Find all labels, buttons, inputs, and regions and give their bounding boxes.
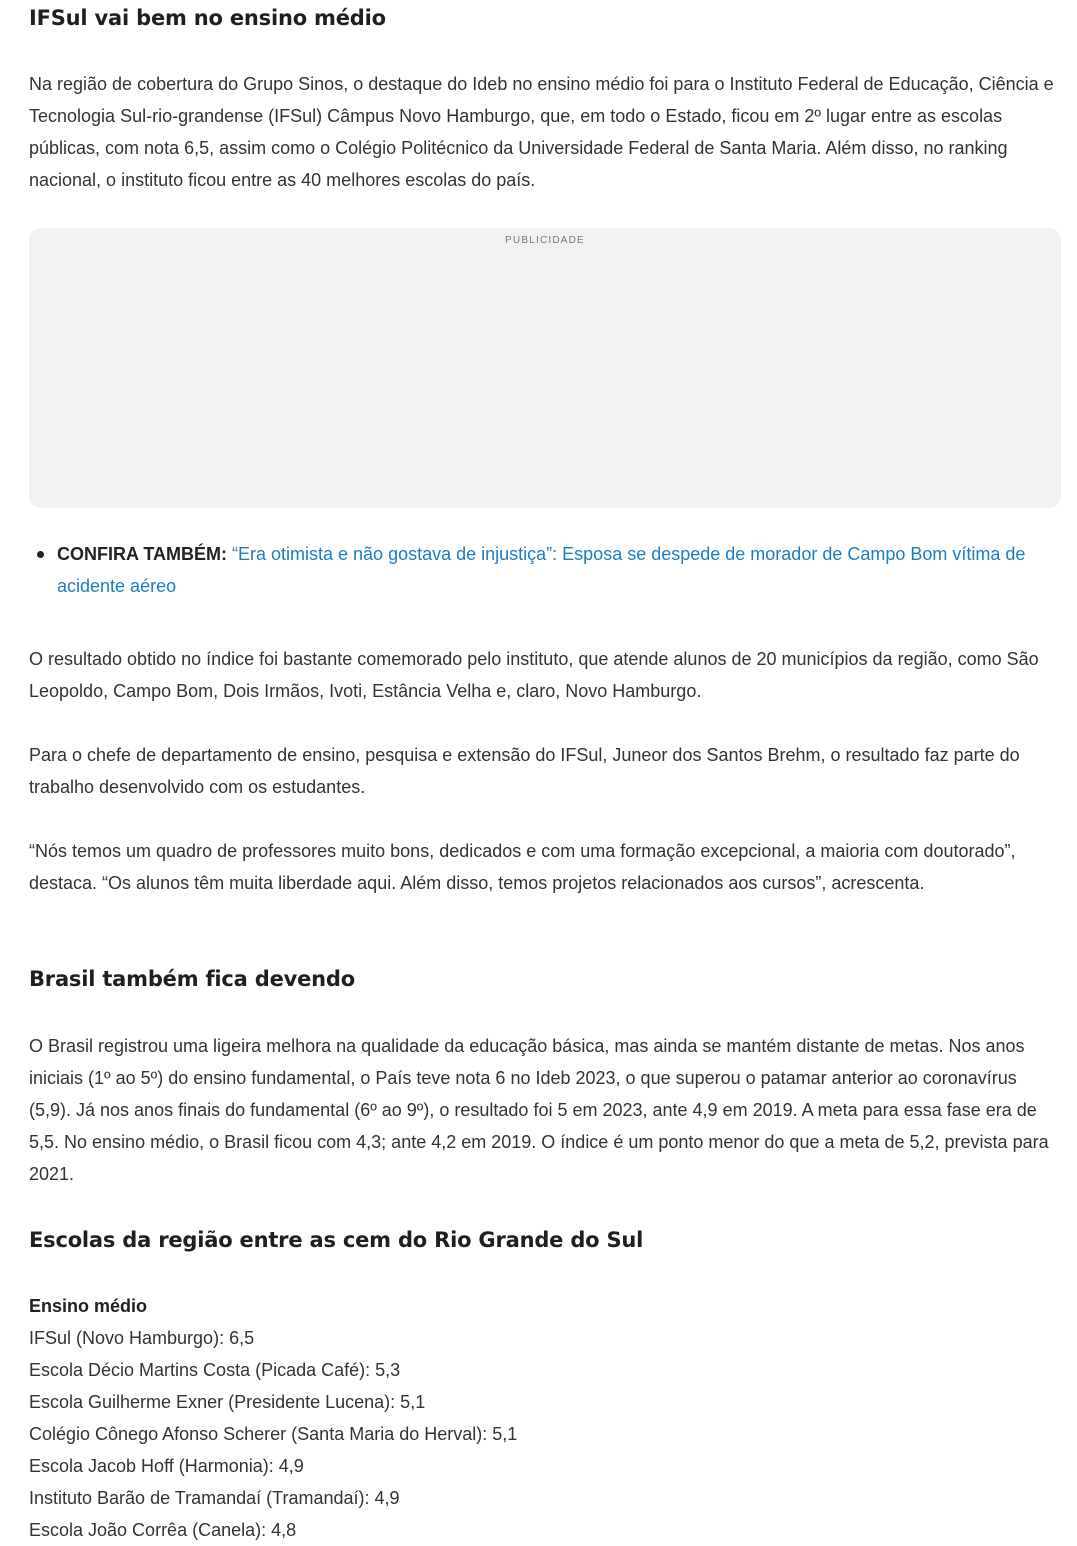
school-entry: IFSul (Novo Hamburgo): 6,5 xyxy=(29,1328,255,1348)
section-heading-schools: Escolas da região entre as cem do Rio Grande do Sul xyxy=(29,1228,644,1252)
paragraph-brasil: O Brasil registrou uma ligeira melhora na qualidade da educação básica, mas ainda se mantém distante de metas. Nos anos iniciais (1º ao 5º) do ensino fundamental, o País teve nota 6 no Ideb 2023, o que superou o patamar anterior ao coronavírus (5,9). Já nos anos finais do fundamental (6º ao 9º), o resultado foi 5 em 2023, ante 4,9 em 2019. A meta para essa fase era de 5,5. No ensino médio, o Brasil ficou com 4,3; ante 4,2 em 2019. O índice é um ponto menor do que a meta de 5,2, prevista para 2021. xyxy=(29,1036,1049,1184)
paragraph-department-chief: Para o chefe de departamento de ensino, pesquisa e extensão do IFSul, Juneor dos Santos Brehm, o resultado faz parte do trabalho desenvolvido com os estudantes. xyxy=(29,745,1020,797)
advertisement-label: PUBLICIDADE xyxy=(505,235,585,246)
advertisement-slot[interactable] xyxy=(29,228,1061,508)
school-entry: Escola Décio Martins Costa (Picada Café): 5,3 xyxy=(29,1360,401,1380)
section-heading-brasil: Brasil também fica devendo xyxy=(29,967,355,991)
see-also-link[interactable]: “Era otimista e não gostava de injustiça”: Esposa se despede de morador de Campo Bom vítima de acidente aéreo xyxy=(57,544,1026,596)
schools-list xyxy=(29,1290,1061,1546)
see-also-item xyxy=(29,538,1061,602)
bullet-icon xyxy=(37,551,44,558)
see-also-list xyxy=(29,538,1061,602)
schools-level-label: Ensino médio xyxy=(29,1296,148,1316)
paragraph-ifsul-highlight: Na região de cobertura do Grupo Sinos, o destaque do Ideb no ensino médio foi para o Instituto Federal de Educação, Ciência e Tecnologia Sul-rio-grandense (IFSul) Câmpus Novo Hamburgo, que, em todo o Estado, ficou em 2º lugar entre as escolas públicas, com nota 6,5, assim como o Colégio Politécnico da Universidade Federal de Santa Maria. Além disso, no ranking nacional, o instituto ficou entre as 40 melhores escolas do país. xyxy=(29,74,1054,190)
school-entry: Escola João Corrêa (Canela): 4,8 xyxy=(29,1520,297,1540)
paragraph-result: O resultado obtido no índice foi bastante comemorado pelo instituto, que atende alunos de 20 municípios da região, como São Leopoldo, Campo Bom, Dois Irmãos, Ivoti, Estância Velha e, claro, Novo Hamburgo. xyxy=(29,649,1039,701)
paragraph-quote: “Nós temos um quadro de professores muito bons, dedicados e com uma formação excepcional, a maioria com doutorado”, destaca. “Os alunos têm muita liberdade aqui. Além disso, temos projetos relacionados aos cursos”, acrescenta. xyxy=(29,841,1016,893)
school-entry: Instituto Barão de Tramandaí (Tramandaí): 4,9 xyxy=(29,1488,400,1508)
school-entry: Escola Jacob Hoff (Harmonia): 4,9 xyxy=(29,1456,304,1476)
school-entry: Colégio Cônego Afonso Scherer (Santa Maria do Herval): 5,1 xyxy=(29,1424,518,1444)
section-heading-ifsul: IFSul vai bem no ensino médio xyxy=(29,6,386,30)
see-also-tag: CONFIRA TAMBÉM: xyxy=(57,544,227,564)
school-entry: Escola Guilherme Exner (Presidente Lucena): 5,1 xyxy=(29,1392,426,1412)
